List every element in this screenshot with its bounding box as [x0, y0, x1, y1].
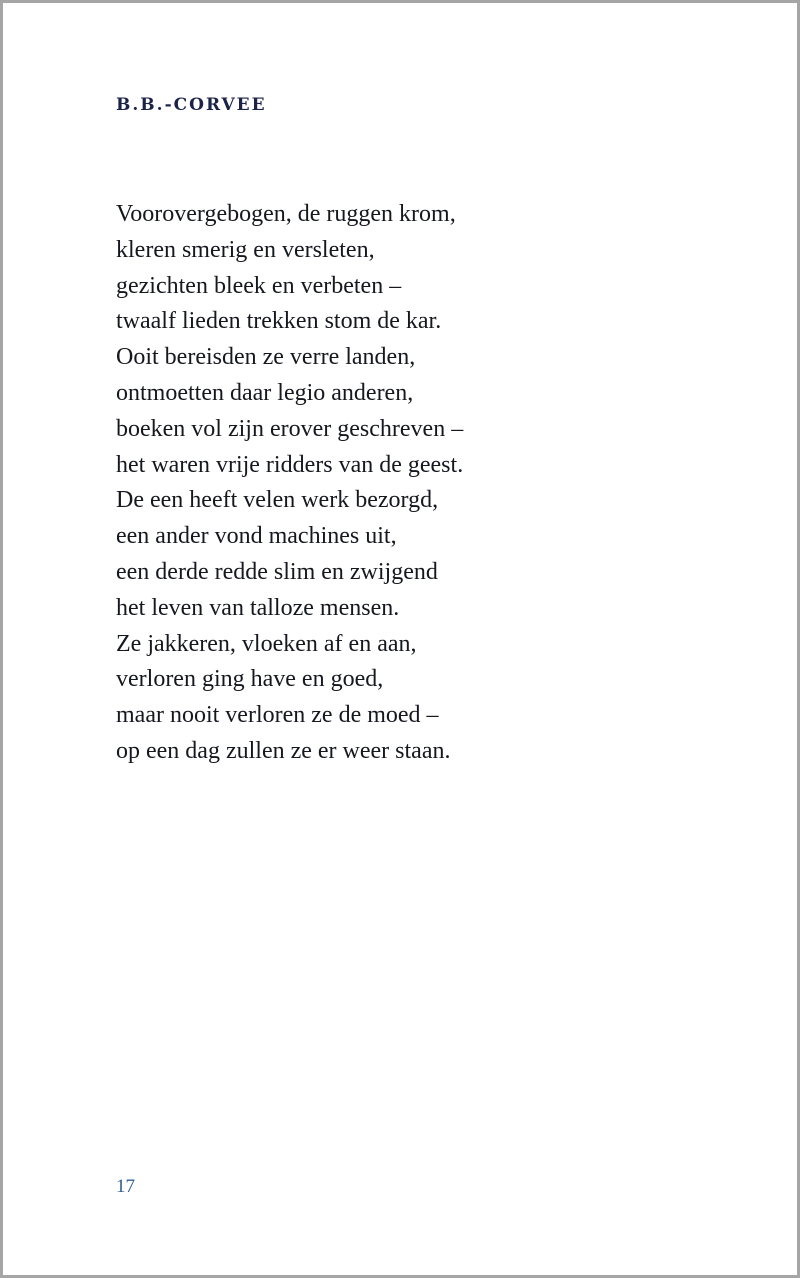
poem-line: een derde redde slim en zwijgend	[116, 558, 438, 585]
poem-line: De een heeft velen werk bezorgd,	[116, 487, 439, 514]
poem-line: twaalf lieden trekken stom de kar.	[116, 308, 442, 335]
poem-line: Ze jakkeren, vloeken af en aan,	[116, 630, 417, 657]
poem-line: het waren vrije ridders van de geest.	[116, 451, 464, 478]
poem-line: verloren ging have en goed,	[116, 666, 384, 693]
poem-line: Voorovergebogen, de ruggen krom,	[116, 201, 456, 227]
poem-line: ontmoetten daar legio anderen,	[116, 379, 414, 406]
poem-line: maar nooit verloren ze de moed –	[116, 702, 439, 729]
poem-body	[116, 197, 463, 770]
poem-line: het leven van talloze mensen.	[116, 594, 400, 621]
page-number: 17	[116, 1176, 135, 1197]
poem-line: boeken vol zijn erover geschreven –	[116, 415, 464, 442]
poem-line: Ooit bereisden ze verre landen,	[116, 344, 416, 371]
poem-line: gezichten bleek en verbeten –	[116, 272, 402, 299]
poem-line: een ander vond machines uit,	[116, 523, 397, 550]
poem-line: op een dag zullen ze er weer staan.	[116, 737, 451, 764]
poem-line: kleren smerig en versleten,	[116, 236, 375, 263]
poem-title: B.B.-CORVEE	[116, 95, 267, 115]
